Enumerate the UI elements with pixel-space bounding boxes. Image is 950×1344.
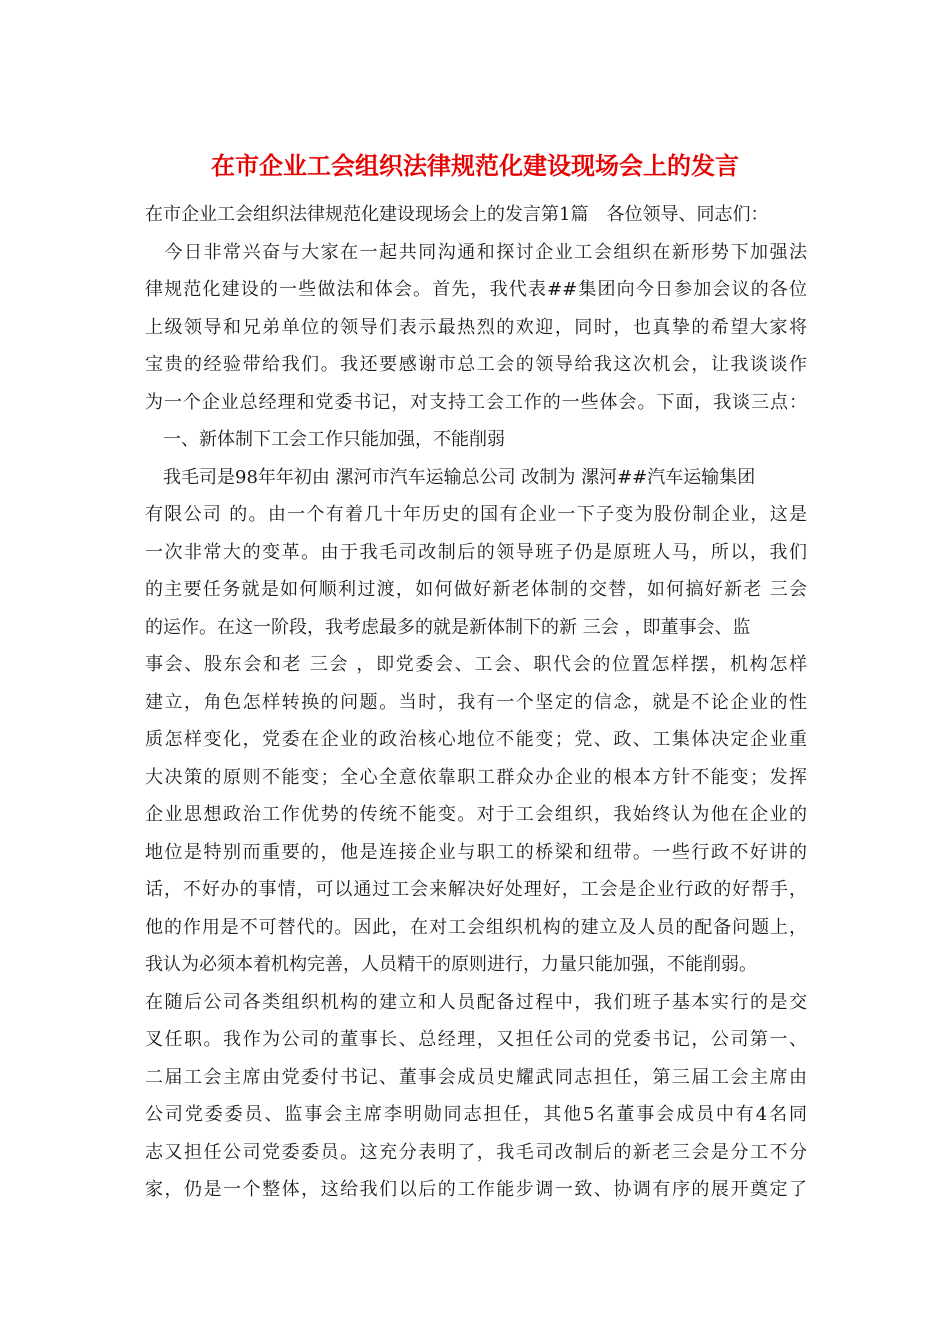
body-line: 事会、股东会和老 三会 ，即党委会、工会、职代会的位置怎样摆，机构怎样 (145, 654, 807, 675)
document-body (145, 196, 807, 1209)
body-line: 有限公司 的。由一个有着几十年历史的国有企业一下子变为股份制企业，这是 (145, 504, 807, 525)
body-line: 为一个企业总经理和党委书记，对支持工会工作的一些体会。下面，我谈三点： (145, 391, 807, 413)
body-line: 的运作。在这一阶段，我考虑最多的就是新体制下的新 三会 ，即董事会、监 (145, 616, 751, 638)
body-line: 今日非常兴奋与大家在一起共同沟通和探讨企业工会组织在新形势下加强法 (145, 241, 807, 263)
body-line: 的主要任务就是如何顺利过渡，如何做好新老体制的交替，如何搞好新老 三会 (145, 579, 807, 600)
body-line: 我认为必须本着机构完善，人员精干的原则进行，力量只能加强，不能削弱。 (145, 954, 757, 975)
body-line: 在市企业工会组织法律规范化建设现场会上的发言第1篇 各位领导、同志们： (145, 204, 769, 225)
body-line: 上级领导和兄弟单位的领导们表示最热烈的欢迎，同时，也真挚的希望大家将 (145, 316, 807, 338)
document-title: 在市企业工会组织法律规范化建设现场会上的发言 (211, 151, 739, 180)
body-line: 在随后公司各类组织机构的建立和人员配备过程中，我们班子基本实行的是交 (145, 991, 807, 1013)
body-line: 宝贵的经验带给我们。我还要感谢市总工会的领导给我这次机会，让我谈谈作 (145, 354, 807, 375)
body-line: 叉任职。我作为公司的董事长、总经理，又担任公司的党委书记，公司第一、 (145, 1029, 807, 1050)
body-line: 他的作用是不可替代的。因此，在对工会组织机构的建立及人员的配备问题上， (145, 916, 807, 938)
body-line: 志又担任公司党委委员。这充分表明了，我毛司改制后的新老三会是分工不分 (145, 1141, 807, 1163)
body-line: 二届工会主席由党委付书记、董事会成员史耀武同志担任，第三届工会主席由 (145, 1066, 807, 1088)
body-line: 建立，角色怎样转换的问题。当时，我有一个坚定的信念，就是不论企业的性 (145, 691, 807, 713)
body-line: 地位是特别而重要的，他是连接企业与职工的桥梁和纽带。一些行政不好讲的 (145, 841, 807, 863)
body-line: 我毛司是98年年初由 漯河市汽车运输总公司 改制为 漯河##汽车运输集团 (145, 466, 756, 488)
body-line: 一、新体制下工会工作只能加强，不能削弱 (145, 429, 505, 450)
body-line: 大决策的原则不能变；全心全意依靠职工群众办企业的根本方针不能变；发挥 (145, 766, 807, 788)
body-line: 律规范化建设的一些做法和体会。首先，我代表##集团向今日参加会议的各位 (145, 279, 807, 300)
body-line: 企业思想政治工作优势的传统不能变。对于工会组织，我始终认为他在企业的 (145, 804, 807, 825)
body-line: 一次非常大的变革。由于我毛司改制后的领导班子仍是原班人马，所以，我们 (145, 541, 807, 563)
body-line: 家，仍是一个整体，这给我们以后的工作能步调一致、协调有序的展开奠定了 (145, 1179, 807, 1200)
body-line: 质怎样变化，党委在企业的政治核心地位不能变；党、政、工集体决定企业重 (145, 729, 807, 750)
body-line: 公司党委委员、监事会主席李明勋同志担任，其他5名董事会成员中有4名同 (145, 1104, 807, 1125)
body-line: 话，不好办的事情，可以通过工会来解决好处理好，工会是企业行政的好帮手， (145, 879, 807, 900)
